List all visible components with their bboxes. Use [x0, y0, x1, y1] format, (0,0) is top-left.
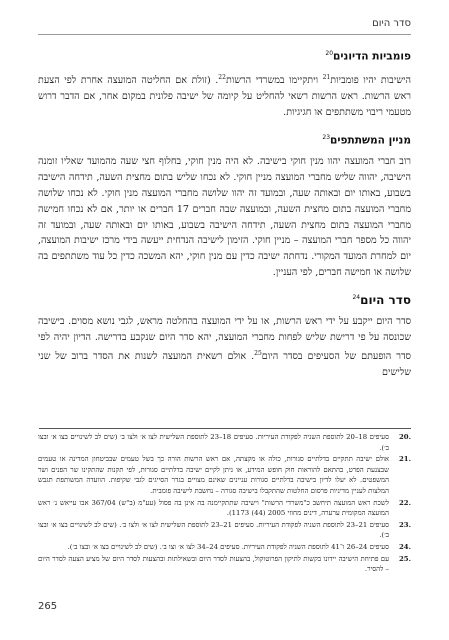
- page-number: 265: [38, 601, 58, 612]
- section-agenda: [38, 293, 411, 381]
- footnote-ref-23[interactable]: 23: [322, 134, 331, 142]
- footnote: [38, 520, 411, 541]
- footnotes: [38, 432, 411, 576]
- section-publicity: [38, 50, 411, 120]
- running-head: סדר היום: [372, 18, 411, 29]
- section-heading-publicity: פומביות הדיונים$^{20}$: [325, 50, 411, 63]
- footnote: [38, 554, 411, 575]
- footnote: [38, 432, 411, 453]
- footnote-text: אולם ישיבה תתקיים בדלתיים סגורות, כולה או מקצתה, אם ראש הרשות הורה כך בשל טעמים שבביטחון המדינה או טעמים שבצנעת הפרט, בהתאם להוראות חוק חופש המידע, או ניתן לקיים ישיבה בדלתיים סגורות, לפי תקנות שהתקינו שר הפנים ושר המשפטים. לא יעלו לדיון בישיבה בדלתיים סגורות עניינים שאינם מצויים בגדר הסייגים לגבי שקיפות. הוועדה המשותפת תגבש המלצות לעניין מדיניות פרסום החלטות שהתקבלו בישיבה סגורה – נחשבת לישיבה פומבית.: [38, 455, 389, 495]
- footnote-ref-20[interactable]: 20: [325, 50, 334, 57]
- paragraph-publicity: הישיבות יהיו פומביות$^{21}$ ויתקיימו במשרדי הרשות$^{22}$. (זולת אם החליטה המועצה אחרת לפי הצעת ראש הרשות. ראש הרשות רשאי להחליט על קיומה של ישיבה פלונית במקום אחר, אם הדבר דרוש מטעמי ריבוי משתתפים או חגיגיות.: [38, 73, 411, 118]
- footnote-separator: [39, 428, 411, 429]
- footnote-ref-25[interactable]: 25: [254, 350, 262, 358]
- footnote-text: סעיפים 21–23 לתוספת השניה לפקודת העיריות. סעיפים 21–23 לתוספת השלישית לצו א׳ ולצו ב׳. (שים לב לשינויים בצו א׳ ובצו ב׳).: [38, 520, 390, 540]
- footnote-number: .23: [399, 520, 411, 529]
- footnote-text: לשכת ראש המועצה תיחשב כ"משרדי הרשות" וישיבה שתתקיימנה בה אינן בה פסול (עע"מ (ב"ש) 367/04 אבו עייאש נ׳ ראש המועצה המקומית ערערה, דינים מחוזי 2005 (44) 1173).: [38, 498, 389, 518]
- footnote: [38, 498, 411, 519]
- section-heading-agenda: סדר היום$^{24}$: [352, 293, 411, 308]
- footnote-ref-22[interactable]: 22: [218, 73, 226, 81]
- footnote-text: עם פתיחת הישיבה יידונו בקשות לתיקון הפרוטוקול, בהצעות לסדר היום ובשאילתות ובהצעות לסדר היום של מציע הצעה לסדר היום – להסיר.: [38, 554, 389, 574]
- footnote-number: .21: [399, 455, 411, 464]
- footnote-number: .25: [399, 554, 411, 563]
- section-quorum: [38, 134, 411, 281]
- section-heading-quorum: מניין המשתתפים$^{23}$: [322, 134, 411, 147]
- footnote-ref-21[interactable]: 21: [322, 73, 331, 81]
- footnote: [38, 542, 411, 553]
- body-column: [38, 38, 411, 381]
- footnote-number: .22: [399, 498, 411, 507]
- footnote-text: סעיפים 18–20 לתוספת השניה לפקודת העיריות. סעיפים 18–23 לתוספת השלישית לצו א׳ ולצו ב׳ (שים לב לשינויים בצו א׳ ובצו ב׳).: [38, 433, 389, 452]
- paragraph-agenda: סדר היום ייקבע על ידי ראש הרשות, או על ידי המועצה בהחלטה מראש, לגבי נושא מסוים. בישיבה שכונסה על פי דרישת שליש לפחות מחברי המועצה, יהא סדר היום שנקבע בדרישה. הדיון יהיה לפי סדר הופעתם של הסעיפים בסדר היום$^{25}$. אולם רשאית המועצה לשנות את הסדר ברוב של שני שלישים: [38, 316, 411, 379]
- footnote-number: .20: [399, 433, 411, 441]
- footnote-ref-24[interactable]: 24: [352, 294, 361, 302]
- footnote-number: .24: [399, 542, 411, 551]
- paragraph-quorum: רוב חברי המועצה יהוו מנין חוקי בישיבה. לא היה מנין חוקי, בחלוף חצי שעה מהמועד שאליו זומנה הישיבה, יהווה שליש מחברי המועצה מניין חוקי. לא נכחו שליש בתום מחצית השעה, תידחה הישיבה בשבוע, באותו יום ובאותה שעה, ובמועד זה יהוו שלושה מחברי המועצה מנין חוקי. לא נכחו שלושה מחברי המועצה בתום מחצית השעה, ובמועצה שבה חברים 17 חברים או יותר, אם לא נכחו חמישה מחברי המועצה בתום מחצית השעה, תידחה הישיבה בשבוע, באותו יום ובאותה שעה, ובמועד זה יהווה כל מספר חברי המועצה – מניין חוקי. הזימון לישיבה הנדחית ייעשה בידי מרכז ישיבות המועצה, יום למחרת המועד המקורי. נדחתה ישיבה כדין עם מנין חוקי, יהא המשכה כדין כל עוד משתתפים בה שלושה או חמישה חברים, לפי העניין.: [38, 155, 411, 279]
- header-rule: [38, 34, 411, 35]
- footnote-text: סעיפים 24–26 ו־41 לתוספת השניה לפקודת העיריות. סעיפים 24–34 לצו א׳ וצו ב׳. (שים לב לשינויים בצו א׳ ובצו ב׳).: [67, 542, 389, 551]
- footnote: [38, 454, 411, 496]
